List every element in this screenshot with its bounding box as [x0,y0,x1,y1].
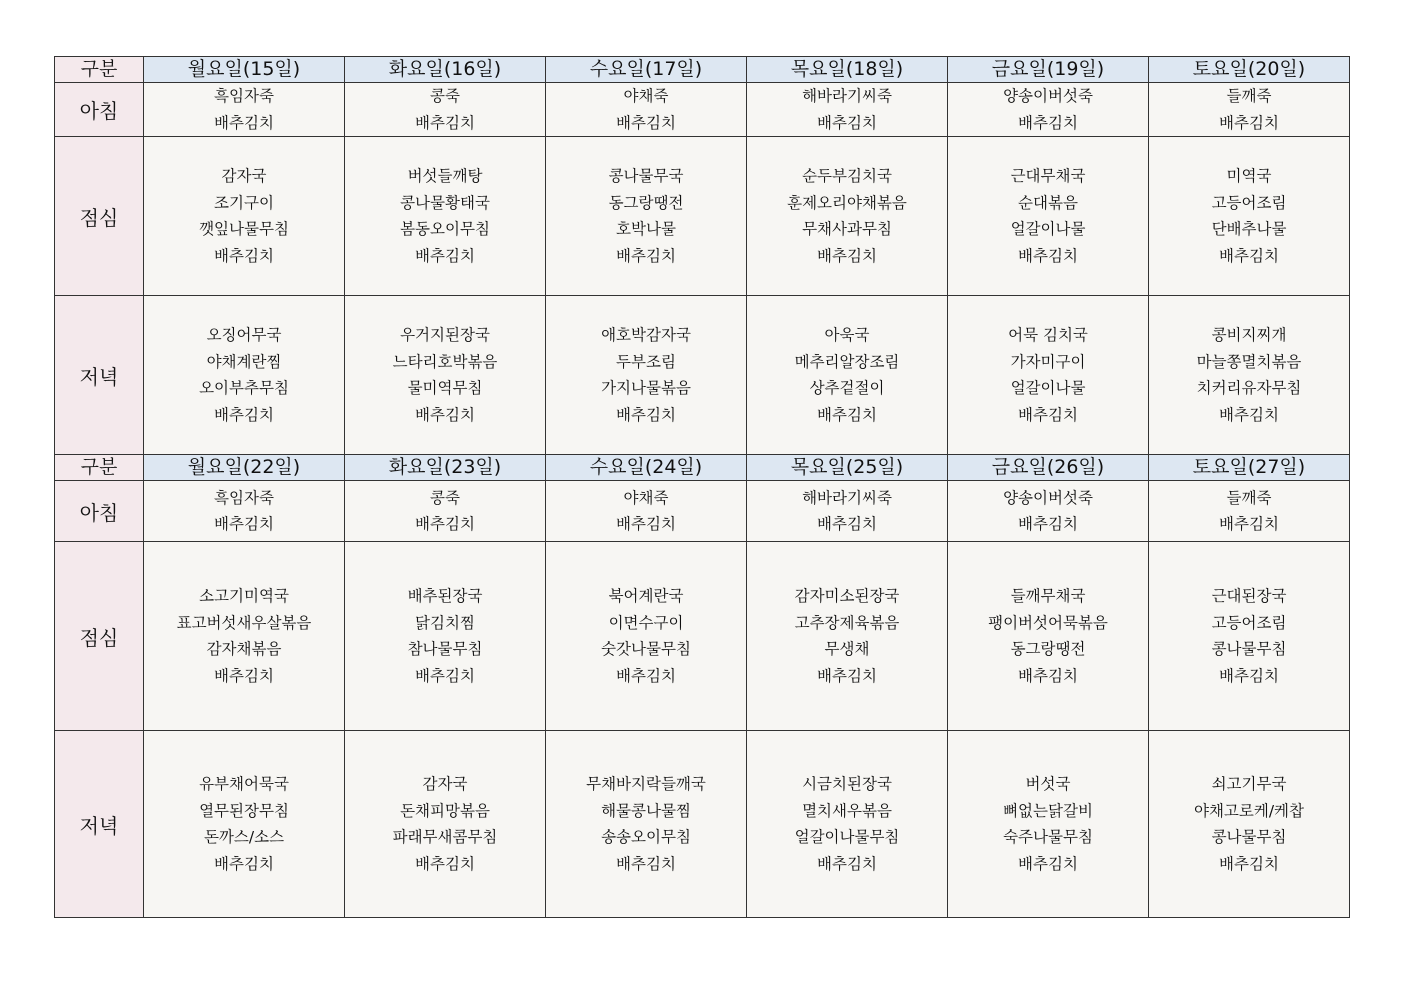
menu-item: 배추김치 [214,246,274,265]
menu-item: 배추김치 [214,854,274,873]
menu-item: 해물콩나물찜 [601,801,691,820]
menu-item: 치커리유자무침 [1196,379,1302,397]
menu-item: 송송오이무침 [601,828,691,846]
menu-item: 훈제오리야채볶음 [787,193,907,212]
week-header-row [55,455,1350,481]
menu-item: 유부채어묵국 [199,775,289,793]
menu-item: 배추김치 [1018,113,1078,132]
menu-item: 팽이버섯어묵볶음 [988,613,1108,632]
menu-item: 배추김치 [1018,854,1078,873]
menu-cell [1149,83,1350,137]
header-label: 구분 [55,57,144,83]
menu-item: 시금치된장국 [802,775,892,793]
header-label: 구분 [55,455,144,481]
menu-item: 아욱국 [824,326,870,344]
day-header: 토요일(27일) [1149,455,1350,481]
menu-item: 배추김치 [415,515,475,533]
menu-item: 배추김치 [1018,405,1078,424]
menu-item: 감자채볶음 [206,640,282,658]
menu-item: 숙주나물무침 [1003,828,1093,846]
menu-item: 배추김치 [1219,405,1279,424]
menu-item: 근대된장국 [1211,587,1287,605]
meal-row [55,296,1350,455]
menu-item: 깻잎나물무침 [199,220,289,238]
menu-item: 북어계란국 [608,587,684,605]
menu-item: 콩나물황태국 [400,193,490,212]
menu-item: 순두부김치국 [802,167,892,185]
menu-item: 파래무새콤무침 [392,828,498,846]
menu-item: 상추겉절이 [809,379,885,397]
menu-cell [1149,731,1350,918]
menu-cell [144,542,345,731]
menu-cell [546,481,747,542]
menu-item: 단배추나물 [1211,220,1287,238]
day-header: 화요일(16일) [345,57,546,83]
menu-item: 콩나물무침 [1211,640,1287,658]
meal-schedule-table [54,56,1350,918]
menu-cell [747,731,948,918]
menu-item: 콩나물무국 [608,167,684,185]
menu-item: 고추장제육볶음 [794,613,900,632]
menu-item: 열무된장무침 [199,801,289,820]
menu-item: 배추김치 [1219,854,1279,873]
menu-item: 감자국 [422,775,468,793]
menu-item: 조기구이 [214,193,274,212]
day-header: 토요일(20일) [1149,57,1350,83]
menu-item: 숫갓나물무침 [601,640,691,658]
menu-item: 무생채 [824,640,870,658]
menu-cell [948,83,1149,137]
menu-item: 버섯국 [1025,775,1071,793]
menu-item: 느타리호박볶음 [392,352,498,371]
menu-cell [1149,137,1350,296]
menu-cell [345,137,546,296]
menu-item: 콩죽 [430,488,460,507]
menu-item: 콩나물무침 [1211,828,1287,846]
menu-item: 감자국 [221,167,267,185]
menu-cell [345,83,546,137]
menu-cell [747,83,948,137]
menu-item: 배추김치 [214,113,274,132]
menu-item: 우거지된장국 [400,326,490,344]
menu-item: 들깨죽 [1226,87,1272,105]
menu-cell [546,731,747,918]
menu-item: 미역국 [1226,167,1272,185]
menu-cell [948,481,1149,542]
menu-item: 고등어조림 [1211,193,1287,212]
menu-cell [345,731,546,918]
menu-item: 표고버섯새우살볶음 [176,613,312,632]
menu-item: 두부조림 [616,352,676,371]
menu-cell [948,296,1149,455]
menu-item: 배추김치 [214,515,274,533]
menu-item: 동그랑땡전 [608,193,684,212]
menu-cell [948,137,1149,296]
menu-item: 흑임자죽 [214,488,274,507]
day-header: 금요일(26일) [948,455,1149,481]
day-header: 금요일(19일) [948,57,1149,83]
menu-item: 호박나물 [616,220,676,238]
menu-item: 봄동오이무침 [400,220,490,238]
menu-item: 마늘쫑멸치볶음 [1196,352,1302,371]
menu-item: 얼갈이나물 [1010,220,1086,238]
day-header: 월요일(15일) [144,57,345,83]
menu-cell [948,731,1149,918]
day-header: 목요일(18일) [747,57,948,83]
menu-item: 배추김치 [817,666,877,685]
menu-item: 참나물무침 [407,640,483,658]
menu-item: 돈채피망볶음 [400,801,490,820]
menu-item: 배추김치 [1219,666,1279,685]
menu-item: 배추김치 [1219,246,1279,265]
menu-cell [144,83,345,137]
day-header: 화요일(23일) [345,455,546,481]
menu-item: 배추김치 [616,666,676,685]
menu-item: 배추김치 [415,666,475,685]
menu-item: 메추리알장조림 [794,352,900,371]
menu-item: 배추김치 [214,405,274,424]
menu-item: 얼갈이나물무침 [794,828,900,846]
meal-row [55,542,1350,731]
menu-item: 멸치새우볶음 [802,801,892,820]
menu-item: 동그랑땡전 [1010,640,1086,658]
menu-item: 배추김치 [817,405,877,424]
day-header: 수요일(17일) [546,57,747,83]
meal-label: 저녁 [55,296,144,455]
menu-item: 배추김치 [1219,113,1279,132]
meal-label: 점심 [55,137,144,296]
menu-item: 애호박감자국 [601,326,691,344]
menu-item: 오징어무국 [206,326,282,344]
menu-item: 배추김치 [616,515,676,533]
meal-row [55,731,1350,918]
menu-cell [1149,542,1350,731]
menu-item: 배추김치 [1018,666,1078,685]
menu-cell [546,83,747,137]
menu-item: 배추김치 [817,854,877,873]
menu-item: 배추김치 [616,246,676,265]
menu-cell [747,542,948,731]
menu-cell [546,542,747,731]
menu-item: 양송이버섯죽 [1003,87,1093,105]
menu-item: 고등어조림 [1211,613,1287,632]
menu-cell [144,137,345,296]
menu-cell [345,296,546,455]
menu-item: 배추김치 [817,113,877,132]
menu-item: 닭김치찜 [415,613,475,632]
menu-item: 쇠고기무국 [1211,775,1287,793]
menu-item: 배추김치 [616,854,676,873]
menu-item: 배추김치 [817,515,877,533]
menu-item: 야채죽 [623,87,669,105]
menu-item: 얼갈이나물 [1010,379,1086,397]
menu-cell [1149,296,1350,455]
menu-item: 오이부추무침 [199,379,289,397]
menu-item: 야채계란찜 [206,352,282,371]
menu-item: 가지나물볶음 [601,379,691,397]
menu-cell [546,296,747,455]
menu-item: 콩죽 [430,87,460,105]
menu-item: 버섯들깨탕 [407,167,483,185]
meal-row [55,137,1350,296]
menu-item: 야채고로케/케찹 [1193,801,1305,820]
menu-item: 무채사과무침 [802,220,892,238]
menu-item: 물미역무침 [407,379,483,397]
meal-label: 저녁 [55,731,144,918]
meal-label: 아침 [55,83,144,137]
menu-item: 배추김치 [817,246,877,265]
menu-item: 배추김치 [616,113,676,132]
day-header: 월요일(22일) [144,455,345,481]
menu-cell [345,542,546,731]
menu-item: 배추된장국 [407,587,483,605]
meal-label: 점심 [55,542,144,731]
menu-cell [144,481,345,542]
menu-item: 배추김치 [415,854,475,873]
day-header: 수요일(24일) [546,455,747,481]
menu-item: 근대무채국 [1010,167,1086,185]
menu-item: 배추김치 [415,405,475,424]
menu-item: 가자미구이 [1010,352,1086,371]
menu-item: 해바라기씨죽 [802,87,892,105]
day-header: 목요일(25일) [747,455,948,481]
menu-item: 들깨죽 [1226,488,1272,507]
menu-item: 배추김치 [1018,246,1078,265]
menu-item: 배추김치 [415,113,475,132]
week-header-row [55,57,1350,83]
meal-schedule-body [55,57,1350,918]
menu-cell [345,481,546,542]
menu-cell [747,296,948,455]
menu-cell [747,481,948,542]
menu-item: 들깨무채국 [1010,587,1086,605]
menu-item: 콩비지찌개 [1211,326,1287,344]
menu-item: 소고기미역국 [199,587,289,605]
menu-item: 배추김치 [1018,515,1078,533]
menu-item: 이면수구이 [608,613,684,632]
menu-cell [144,731,345,918]
menu-item: 어묵 김치국 [1008,326,1088,344]
menu-item: 무채바지락들깨국 [586,775,706,793]
menu-item: 양송이버섯죽 [1003,488,1093,507]
menu-item: 순대볶음 [1018,193,1078,212]
meal-label: 아침 [55,481,144,542]
menu-item: 배추김치 [1219,515,1279,533]
menu-cell [948,542,1149,731]
menu-cell [1149,481,1350,542]
menu-item: 배추김치 [616,405,676,424]
menu-cell [747,137,948,296]
menu-item: 돈까스/소스 [203,828,285,846]
menu-item: 배추김치 [415,246,475,265]
menu-item: 배추김치 [214,666,274,685]
menu-item: 뼈없는닭갈비 [1003,801,1093,820]
menu-item: 흑임자죽 [214,87,274,105]
menu-item: 야채죽 [623,488,669,507]
menu-item: 감자미소된장국 [794,587,900,605]
menu-cell [144,296,345,455]
meal-row [55,83,1350,137]
menu-cell [546,137,747,296]
menu-item: 해바라기씨죽 [802,488,892,507]
meal-row [55,481,1350,542]
